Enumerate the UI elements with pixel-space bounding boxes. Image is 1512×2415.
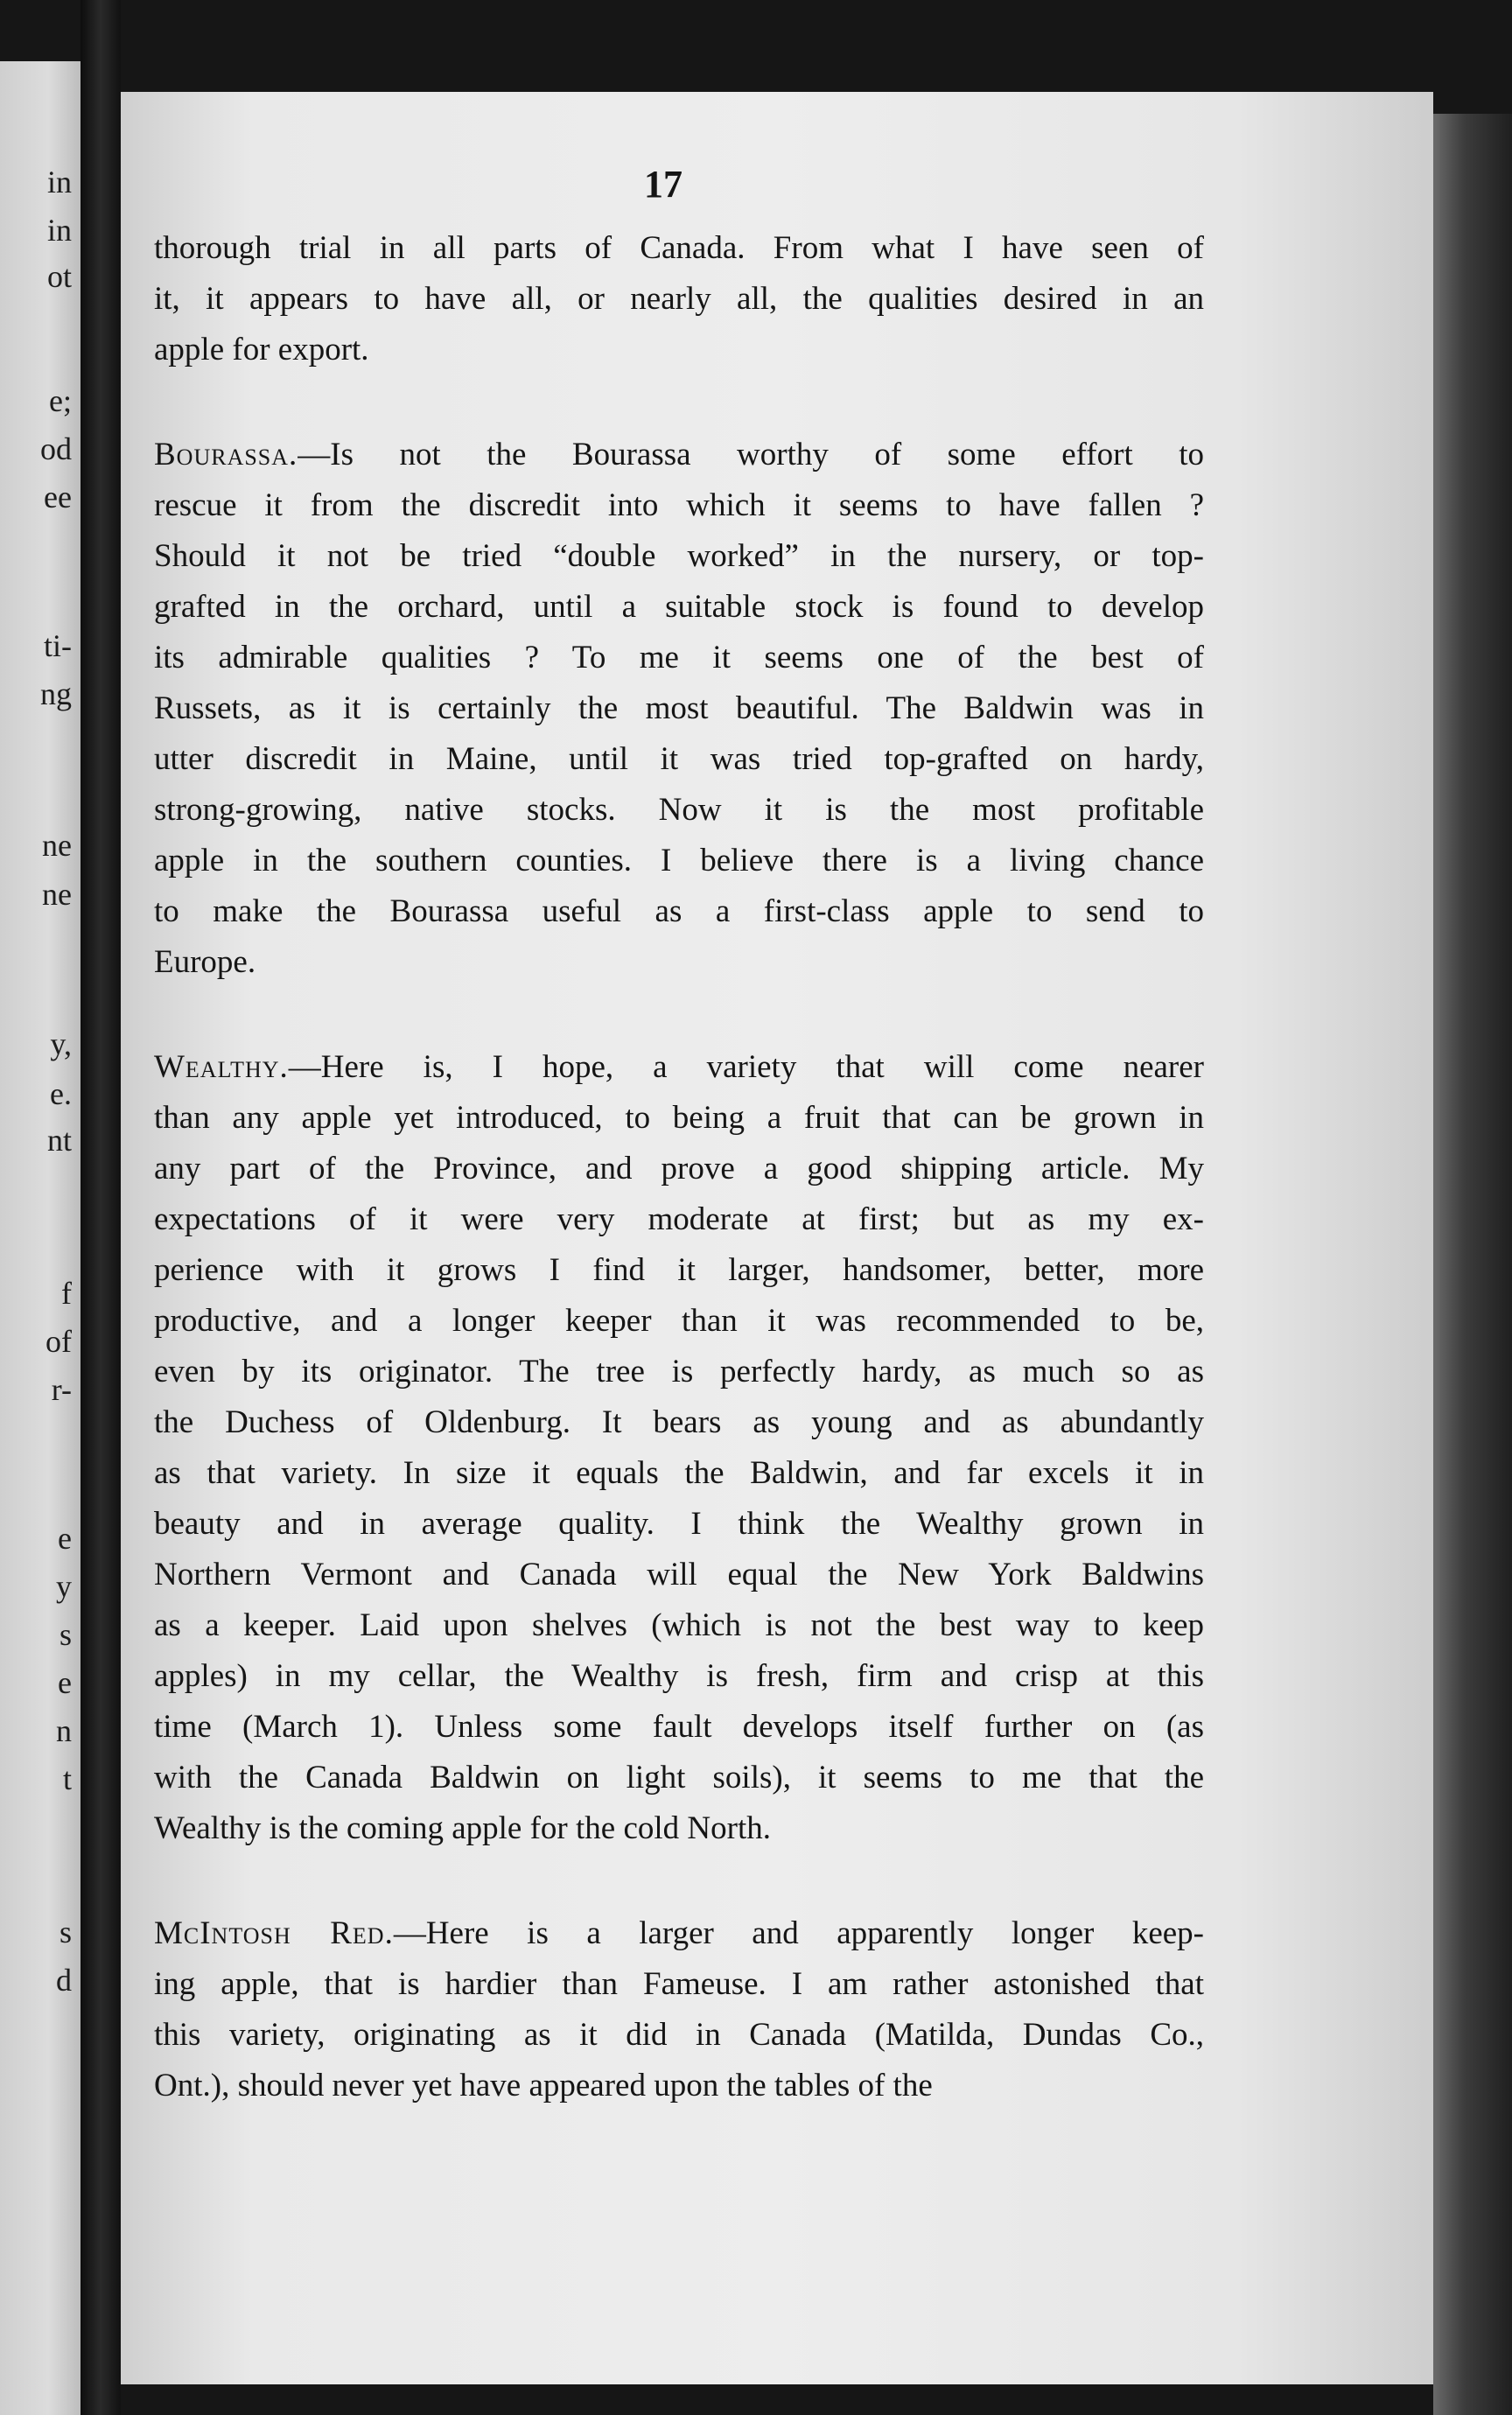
- text-line: as that variety. In size it equals the Baldwin, and far excels it in: [154, 1455, 1204, 1491]
- left-facing-page: [0, 61, 80, 2415]
- variety-heading: Bourassa.: [154, 437, 298, 472]
- text-line: grafted in the orchard, until a suitable stock is found to develop: [154, 589, 1204, 625]
- left-page-fragment: nt: [46, 1123, 72, 1158]
- left-page-fragment: in: [46, 164, 72, 200]
- text-line: to make the Bourassa useful as a first-class apple to send to: [154, 893, 1204, 929]
- left-page-fragment: s: [59, 1914, 72, 1950]
- text-line-content: —Is not the Bourassa worthy of some effort to: [298, 437, 1204, 472]
- text-line: productive, and a longer keeper than it was recommended to be,: [154, 1303, 1204, 1339]
- text-line: Ont.), should never yet have appeared upon the tables of the: [154, 2068, 933, 2104]
- left-page-fragment: ee: [44, 480, 72, 514]
- text-line: beauty and in average quality. I think the Wealthy grown in: [154, 1506, 1204, 1542]
- text-line: Northern Vermont and Canada will equal the New York Baldwins: [154, 1557, 1204, 1592]
- left-page-fragment: ne: [42, 828, 72, 863]
- text-line: even by its originator. The tree is perfectly hardy, as much so as: [154, 1354, 1204, 1390]
- text-line: Russets, as it is certainly the most beautiful. The Baldwin was in: [154, 690, 1204, 726]
- left-page-fragment: t: [62, 1761, 72, 1796]
- left-page-fragment: e.: [50, 1076, 72, 1111]
- left-page-fragment: ot: [46, 259, 72, 294]
- left-page-text-fragments: [0, 61, 80, 2415]
- text-line: [154, 430, 1204, 480]
- page-number: 17: [644, 163, 682, 206]
- text-line: utter discredit in Maine, until it was tried top-grafted on hardy,: [154, 741, 1204, 777]
- paragraph: [154, 1908, 1204, 2111]
- text-line: thorough trial in all parts of Canada. From what I have seen of: [154, 230, 1204, 266]
- text-line: Europe.: [154, 944, 256, 980]
- text-line: expectations of it were very moderate at first; but as my ex-: [154, 1201, 1204, 1237]
- book-page: [121, 92, 1433, 2384]
- paragraph: [154, 223, 1204, 375]
- left-page-fragment: e: [58, 1521, 72, 1556]
- text-line: apple for export.: [154, 332, 369, 368]
- left-page-fragment: in: [46, 213, 72, 248]
- left-page-fragment: y: [56, 1569, 72, 1604]
- text-line: ing apple, that is hardier than Fameuse. I am rather astonished that: [154, 1966, 1204, 2002]
- page-body-text: [154, 223, 1204, 2111]
- text-line: with the Canada Baldwin on light soils), it seems to me that the: [154, 1760, 1204, 1796]
- text-line: any part of the Province, and prove a good shipping article. My: [154, 1151, 1204, 1186]
- left-page-fragment: s: [59, 1617, 72, 1652]
- text-line: Should it not be tried “double worked” in the nursery, or top-: [154, 538, 1204, 574]
- text-line: as a keeper. Laid upon shelves (which is not the best way to keep: [154, 1607, 1204, 1643]
- left-page-fragment: ti-: [44, 628, 72, 663]
- text-line: than any apple yet introduced, to being a fruit that can be grown in: [154, 1100, 1204, 1136]
- paragraph: [154, 1042, 1204, 1854]
- text-line: [154, 1908, 1204, 1959]
- left-page-fragment: of: [46, 1324, 72, 1359]
- text-line: Wealthy is the coming apple for the cold North.: [154, 1810, 771, 1846]
- text-line: it, it appears to have all, or nearly all, the qualities desired in an: [154, 281, 1204, 317]
- left-page-fragment: n: [56, 1713, 72, 1748]
- text-line-content: —Here is, I hope, a variety that will come nearer: [288, 1049, 1204, 1085]
- left-page-fragment: f: [61, 1276, 72, 1311]
- left-page-fragment: ng: [40, 676, 72, 711]
- left-page-fragment: ne: [42, 877, 72, 912]
- left-page-fragment: y,: [50, 1026, 72, 1061]
- text-line: time (March 1). Unless some fault develops itself further on (as: [154, 1709, 1204, 1745]
- text-line: its admirable qualities ? To me it seems one of the best of: [154, 640, 1204, 676]
- left-page-fragment: od: [40, 431, 72, 466]
- text-line: [154, 1042, 1204, 1093]
- page-edge-shadow: [1433, 114, 1512, 2415]
- paragraph: [154, 430, 1204, 988]
- left-page-fragment: e: [58, 1665, 72, 1700]
- left-page-fragment: r-: [51, 1372, 72, 1407]
- left-page-fragment: e;: [49, 383, 72, 418]
- text-line: this variety, originating as it did in Canada (Matilda, Dundas Co.,: [154, 2017, 1204, 2053]
- text-line: rescue it from the discredit into which it seems to have fallen ?: [154, 487, 1204, 523]
- left-page-fragment: d: [56, 1963, 72, 1998]
- text-line: apple in the southern counties. I believe there is a living chance: [154, 843, 1204, 878]
- text-line: the Duchess of Oldenburg. It bears as young and as abundantly: [154, 1404, 1204, 1440]
- text-line-content: —Here is a larger and apparently longer keep-: [393, 1915, 1204, 1951]
- text-line: apples) in my cellar, the Wealthy is fresh, firm and crisp at this: [154, 1658, 1204, 1694]
- book-gutter: [80, 0, 121, 2415]
- variety-heading: Wealthy.: [154, 1049, 289, 1085]
- text-line: strong-growing, native stocks. Now it is the most profitable: [154, 792, 1204, 828]
- variety-heading: McIntosh Red.: [154, 1915, 394, 1951]
- text-line: perience with it grows I find it larger, handsomer, better, more: [154, 1252, 1204, 1288]
